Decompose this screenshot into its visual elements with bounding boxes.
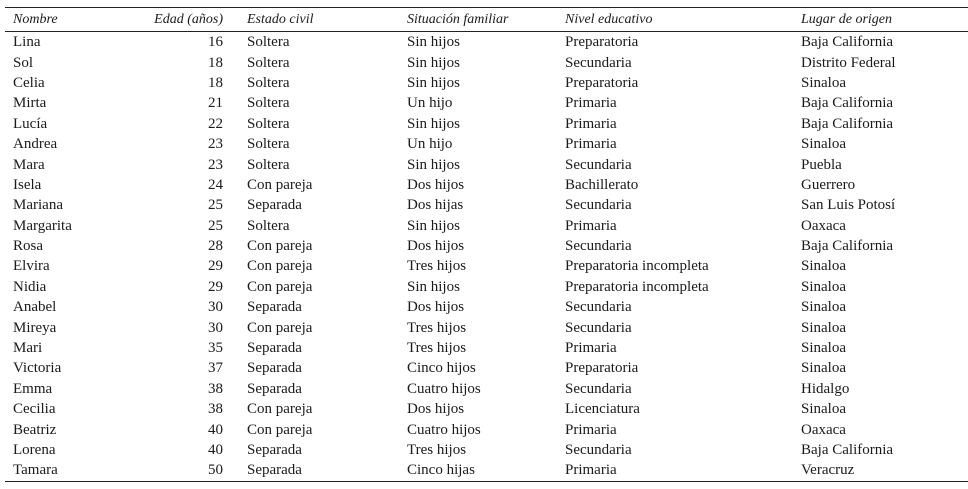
cell-lugar-origen: Sinaloa (801, 299, 846, 316)
header-row (5, 8, 968, 32)
cell-lugar-origen: Hidalgo (801, 380, 850, 397)
cell-lugar-origen: Sinaloa (801, 136, 846, 153)
cell-situacion-familiar: Sin hijos (407, 115, 460, 132)
cell-situacion-familiar: Tres hijos (407, 442, 467, 458)
cell-situacion-familiar: Un hijo (407, 95, 453, 112)
cell-lugar-origen: Sinaloa (801, 360, 846, 377)
table-row (5, 399, 968, 419)
cell-nivel-educativo: Primaria (565, 136, 617, 153)
cell-nivel-educativo: Preparatoria (565, 34, 639, 51)
table-row (5, 256, 968, 276)
table-row (5, 195, 968, 215)
cell-nivel-educativo: Secundaria (565, 319, 632, 336)
cell-situacion-familiar: Sin hijos (407, 156, 460, 173)
table-row (5, 277, 968, 297)
header-estado-civil: Estado civil (233, 8, 407, 32)
cell-nivel-educativo: Secundaria (565, 197, 632, 214)
cell-estado-civil: Soltera (247, 95, 290, 112)
cell-nombre: Mireya (13, 319, 57, 336)
table-row (5, 93, 968, 113)
cell-edad: 40 (208, 421, 223, 438)
table-row (5, 154, 968, 174)
cell-situacion-familiar: Dos hijos (407, 401, 465, 418)
table-row (5, 297, 968, 317)
cell-lugar-origen: San Luis Potosí (801, 197, 896, 214)
cell-lugar-origen: Sinaloa (801, 74, 846, 91)
cell-edad: 50 (135, 460, 233, 481)
cell-estado-civil: Separada (247, 197, 302, 214)
cell-nivel-educativo: Secundaria (565, 238, 632, 255)
cell-edad: 29 (208, 278, 223, 295)
table-body (5, 32, 968, 482)
cell-situacion-familiar: Cinco hijas (407, 460, 565, 481)
cell-edad: 29 (208, 258, 223, 275)
cell-nivel-educativo: Secundaria (565, 442, 632, 458)
cell-nivel-educativo: Preparatoria incompleta (565, 278, 709, 295)
cell-situacion-familiar: Dos hijos (407, 299, 465, 316)
cell-nombre: Elvira (13, 258, 50, 275)
cell-estado-civil: Separada (247, 442, 302, 458)
table-row (5, 440, 968, 460)
table-row (5, 134, 968, 154)
cell-situacion-familiar: Tres hijos (407, 319, 467, 336)
cell-situacion-familiar: Sin hijos (407, 278, 460, 295)
cell-nivel-educativo: Primaria (565, 340, 617, 357)
cell-nivel-educativo: Primaria (565, 460, 801, 481)
cell-edad: 30 (208, 299, 223, 316)
header-edad: Edad (años) (135, 8, 233, 32)
cell-nombre: Lorena (13, 442, 56, 458)
cell-lugar-origen: Puebla (801, 156, 842, 173)
cell-edad: 25 (208, 197, 223, 214)
cell-estado-civil: Soltera (247, 34, 290, 51)
table-row (5, 216, 968, 236)
cell-nombre: Mariana (13, 197, 63, 214)
table-row (5, 419, 968, 439)
cell-situacion-familiar: Sin hijos (407, 34, 460, 51)
cell-situacion-familiar: Sin hijos (407, 74, 460, 91)
cell-nivel-educativo: Primaria (565, 421, 617, 438)
cell-estado-civil: Con pareja (247, 258, 313, 275)
cell-situacion-familiar: Tres hijos (407, 340, 467, 357)
cell-situacion-familiar: Tres hijos (407, 258, 467, 275)
cell-situacion-familiar: Cuatro hijos (407, 380, 481, 397)
cell-nombre: Lina (13, 34, 41, 51)
cell-edad: 30 (208, 319, 223, 336)
table-row (5, 32, 968, 53)
cell-estado-civil: Con pareja (247, 238, 313, 255)
cell-nombre: Cecilia (13, 401, 56, 418)
cell-edad: 28 (208, 238, 223, 255)
cell-edad: 18 (208, 74, 223, 91)
table-row (5, 379, 968, 399)
cell-nivel-educativo: Primaria (565, 95, 617, 112)
cell-nivel-educativo: Licenciatura (565, 401, 640, 418)
cell-nivel-educativo: Bachillerato (565, 176, 639, 193)
cell-estado-civil: Separada (247, 299, 302, 316)
cell-estado-civil: Con pareja (247, 421, 313, 438)
cell-edad: 35 (208, 340, 223, 357)
cell-estado-civil: Con pareja (247, 176, 313, 193)
cell-situacion-familiar: Sin hijos (407, 54, 460, 71)
cell-nombre: Victoria (13, 360, 62, 377)
cell-edad: 25 (208, 217, 223, 234)
cell-nombre: Lucía (13, 115, 48, 132)
cell-situacion-familiar: Dos hijos (407, 176, 465, 193)
cell-nivel-educativo: Secundaria (565, 54, 632, 71)
cell-lugar-origen: Distrito Federal (801, 54, 896, 71)
cell-estado-civil: Soltera (247, 54, 290, 71)
cell-nombre: Margarita (13, 217, 72, 234)
cell-lugar-origen: Oaxaca (801, 421, 846, 438)
cell-lugar-origen: Sinaloa (801, 258, 846, 275)
cell-nombre: Sol (13, 54, 34, 71)
table-row (5, 460, 968, 481)
cell-nombre: Beatriz (13, 421, 57, 438)
cell-estado-civil: Soltera (247, 156, 290, 173)
cell-lugar-origen: Guerrero (801, 176, 856, 193)
cell-estado-civil: Soltera (247, 74, 290, 91)
cell-nombre: Mara (13, 156, 45, 173)
cell-nombre: Celia (13, 74, 45, 91)
cell-situacion-familiar: Cuatro hijos (407, 421, 481, 438)
cell-lugar-origen: Baja California (801, 238, 894, 255)
cell-edad: 16 (208, 34, 223, 51)
cell-situacion-familiar: Dos hijas (407, 197, 464, 214)
cell-nombre: Rosa (13, 238, 43, 255)
table-row (5, 175, 968, 195)
cell-edad: 18 (208, 54, 223, 71)
header-nombre: Nombre (5, 8, 135, 32)
cell-nombre: Andrea (13, 136, 58, 153)
cell-estado-civil: Con pareja (247, 278, 313, 295)
cell-lugar-origen: Baja California (801, 95, 894, 112)
cell-estado-civil: Separada (247, 360, 302, 377)
cell-nivel-educativo: Preparatoria (565, 74, 639, 91)
table-row (5, 358, 968, 378)
cell-nivel-educativo: Preparatoria (565, 360, 639, 377)
participants-table (5, 7, 968, 482)
cell-nombre: Anabel (13, 299, 57, 316)
cell-situacion-familiar: Un hijo (407, 136, 453, 153)
header-situacion-familiar: Situación familiar (407, 8, 565, 32)
table-row (5, 236, 968, 256)
cell-lugar-origen: Oaxaca (801, 217, 846, 234)
cell-situacion-familiar: Sin hijos (407, 217, 460, 234)
header-nivel-educativo: Nivel educativo (565, 8, 801, 32)
cell-lugar-origen: Sinaloa (801, 340, 846, 357)
cell-edad: 23 (208, 156, 223, 173)
cell-edad: 23 (208, 136, 223, 153)
cell-estado-civil: Separada (247, 340, 302, 357)
cell-estado-civil: Soltera (247, 115, 290, 132)
cell-nivel-educativo: Primaria (565, 115, 617, 132)
cell-situacion-familiar: Cinco hijos (407, 360, 476, 377)
cell-lugar-origen: Baja California (801, 115, 894, 132)
cell-nivel-educativo: Secundaria (565, 380, 632, 397)
table-header (5, 8, 968, 32)
cell-nombre: Nidia (13, 278, 47, 295)
cell-estado-civil: Separada (233, 460, 407, 481)
table-row (5, 338, 968, 358)
cell-nombre: Mari (13, 340, 43, 357)
cell-lugar-origen: Sinaloa (801, 278, 846, 295)
cell-nivel-educativo: Preparatoria incompleta (565, 258, 709, 275)
table-row (5, 52, 968, 72)
header-lugar-origen: Lugar de origen (801, 8, 968, 32)
cell-estado-civil: Soltera (247, 217, 290, 234)
cell-nivel-educativo: Secundaria (565, 299, 632, 316)
cell-estado-civil: Separada (247, 380, 302, 397)
cell-edad: 21 (208, 95, 223, 112)
cell-estado-civil: Soltera (247, 136, 290, 153)
cell-nombre: Isela (13, 176, 42, 193)
cell-lugar-origen: Sinaloa (801, 401, 846, 418)
cell-nivel-educativo: Primaria (565, 217, 617, 234)
cell-estado-civil: Con pareja (247, 401, 313, 418)
cell-lugar-origen: Baja California (801, 34, 894, 51)
cell-edad: 37 (208, 360, 223, 377)
cell-lugar-origen: Sinaloa (801, 319, 846, 336)
cell-estado-civil: Con pareja (247, 319, 313, 336)
cell-nivel-educativo: Secundaria (565, 156, 632, 173)
cell-edad: 38 (208, 401, 223, 418)
cell-edad: 40 (208, 442, 223, 458)
cell-lugar-origen: Baja California (801, 442, 894, 458)
cell-situacion-familiar: Dos hijos (407, 238, 465, 255)
cell-lugar-origen: Veracruz (801, 460, 968, 481)
cell-nombre: Mirta (13, 95, 47, 112)
cell-edad: 24 (208, 176, 223, 193)
table-row (5, 114, 968, 134)
data-table-container (5, 7, 963, 482)
table-row (5, 73, 968, 93)
cell-edad: 22 (208, 115, 223, 132)
cell-edad: 38 (208, 380, 223, 397)
table-row (5, 317, 968, 337)
cell-nombre: Emma (13, 380, 53, 397)
cell-nombre: Tamara (5, 460, 135, 481)
